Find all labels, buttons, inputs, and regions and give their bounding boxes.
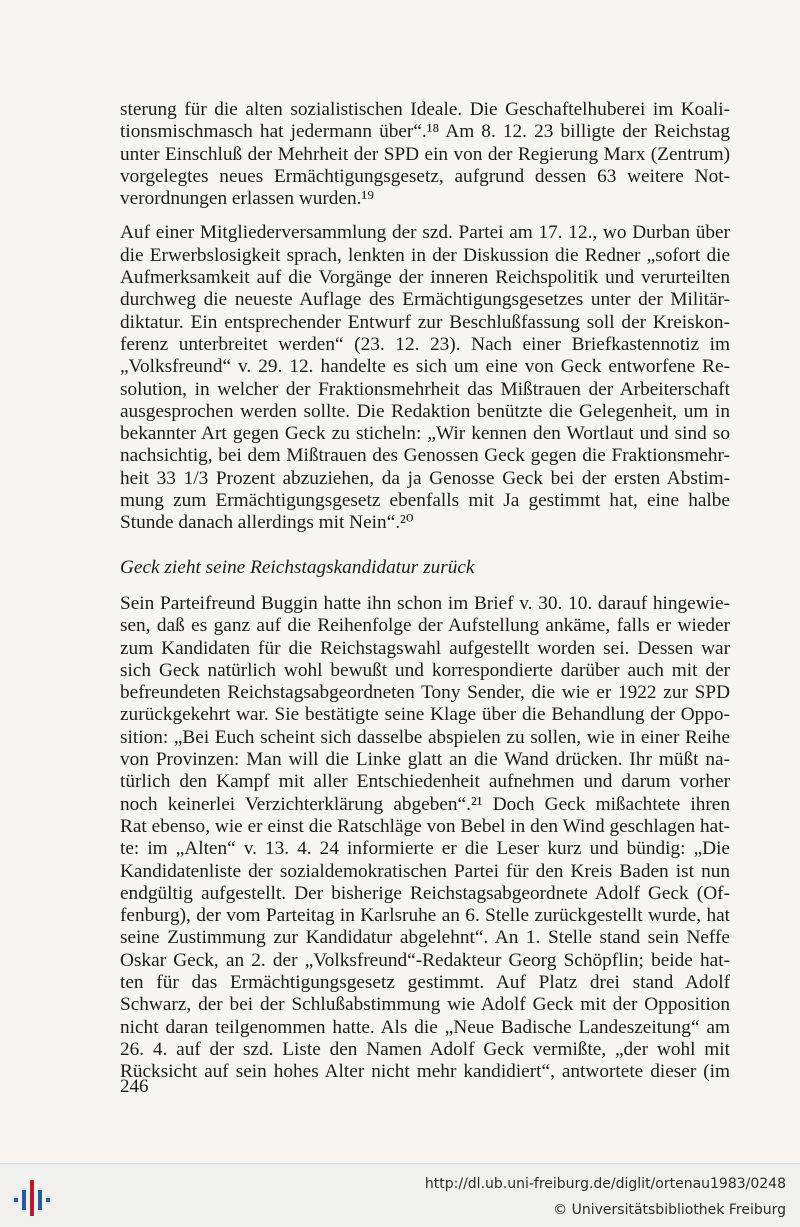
text-line: Stunde danach allerdings mit Nein“.²⁰ (120, 512, 414, 534)
text-line: Kandidatenliste der sozialdemokratischen Partei für den Kreis Baden ist nun (120, 860, 730, 882)
text-line: diktatur. Ein entsprechender Entwurf zur Beschlußfassung soll der Kreiskon- (120, 311, 730, 333)
text-line: ferenz unterbreitet werden“ (23. 12. 23). Nach einer Briefkastennotiz im (120, 333, 730, 355)
text-line: noch keinerlei Verzichterklärung abgeben“.²¹ Doch Geck mißachtete ihren (120, 793, 730, 815)
text-line: sich Geck natürlich wohl bewußt und korrespondierte darüber auch mit der (120, 659, 730, 681)
text-line: die Erwerbslosigkeit sprach, lenkten in der Diskussion die Redner „sofort die (120, 244, 730, 266)
text-line: durchweg die neueste Auflage des Ermächtigungsgesetzes unter der Militär- (120, 289, 730, 311)
text-line: zum Kandidaten für die Reichstagswahl aufgestellt worden sei. Dessen war (120, 637, 730, 659)
paragraph-1 (120, 99, 730, 210)
text-line: unter Einschluß der Mehrheit der SPD ein von der Regierung Marx (Zentrum) (120, 143, 730, 165)
text-line: Rat ebenso, wie er einst die Ratschläge von Bebel in den Wind geschlagen hat- (120, 815, 730, 837)
source-url-link[interactable]: http://dl.ub.uni-freiburg.de/diglit/ortenau1983/0248 (424, 1176, 786, 1192)
text-line: „Volksfreund“ v. 29. 12. handelte es sich um eine von Geck entworfene Re- (120, 356, 730, 378)
text-line: Auf einer Mitgliederversammlung der szd. Partei am 17. 12., wo Durban über (120, 222, 730, 244)
text-line: Sein Parteifreund Buggin hatte ihn schon im Brief v. 30. 10. darauf hingewie- (120, 592, 730, 614)
text-line: türlich den Kampf mit aller Entschiedenheit aufnehmen und darum vorher (120, 771, 730, 793)
text-line: sen, daß es ganz auf die Reihenfolge der Aufstellung ankäme, falls er wieder (120, 615, 730, 637)
copyright-notice: © Universitätsbibliothek Freiburg (553, 1202, 786, 1218)
text-line: nachsichtig, bei dem Mißtrauen des Genossen Geck gegen die Fraktionsmehr- (120, 445, 730, 467)
text-line: Aufmerksamkeit auf die Vorgänge der inneren Reichspolitik und verurteilten (120, 267, 730, 289)
text-line: Oskar Geck, an 2. der „Volksfreund“-Redakteur Georg Schöpflin; beide hat- (120, 949, 730, 971)
library-footer (0, 1163, 800, 1227)
text-line: te: im „Alten“ v. 13. 4. 24 informierte er die Leser kurz und bündig: „Die (120, 838, 730, 860)
paragraph-2 (120, 222, 730, 534)
text-line: endgültig aufgestellt. Der bisherige Reichstagsabgeordnete Adolf Geck (Of- (120, 882, 730, 904)
text-line: ten für das Ermächtigungsgesetz gestimmt. Auf Platz drei stand Adolf (120, 971, 730, 993)
text-line: fenburg), der vom Parteitag in Karlsruhe an 6. Stelle zurückgestellt wurde, hat (120, 905, 730, 927)
text-line: seine Zustimmung zur Kandidatur abgelehnt“. An 1. Stelle stand sein Neffe (120, 927, 730, 949)
text-line: sterung für die alten sozialistischen Ideale. Die Geschaftelhuberei im Koali- (120, 99, 730, 120)
page-number: 246 (120, 1076, 149, 1097)
text-line: verordnungen erlassen wurden.¹⁹ (120, 188, 374, 210)
text-line: ausgesprochen werden sollte. Die Redaktion benützte die Gelegenheit, um in (120, 400, 730, 422)
text-line: Schwarz, der bei der Schlußabstimmung wie Adolf Geck mit der Opposition (120, 994, 730, 1016)
text-line: zurückgekehrt war. Sie bestätigte seine Klage über die Behandlung der Oppo- (120, 704, 730, 726)
ub-freiburg-logo-icon (12, 1176, 52, 1220)
body-text (120, 99, 730, 1095)
text-line: sition: „Bei Euch scheint sich dasselbe abspielen zu sollen, wie in einer Reihe (120, 726, 730, 748)
text-line: vorgelegtes neues Ermächtigungsgesetz, aufgrund dessen 63 weitere Not- (120, 165, 730, 187)
section-heading: Geck zieht seine Reichstagskandidatur zurück (120, 556, 475, 578)
text-line: heit 33 1/3 Prozent abzuziehen, da ja Genosse Geck bei der ersten Abstim- (120, 467, 730, 489)
text-line: befreundeten Reichstagsabgeordneten Tony Sender, die wie er 1922 zur SPD (120, 682, 730, 704)
text-line: bekannter Art gegen Geck zu sticheln: „Wir kennen den Wortlaut und sind so (120, 423, 730, 445)
text-line: nicht daran teilgenommen hatte. Als die „Neue Badische Landeszeitung“ am (120, 1016, 730, 1038)
text-line: Rücksicht auf sein hohes Alter nicht mehr kandidiert“, antwortete dieser (im (120, 1061, 730, 1083)
text-line: mung zum Ermächtigungsgesetz ebenfalls mit Ja gestimmt hat, eine halbe (120, 490, 730, 512)
text-line: solution, in welcher der Fraktionsmehrheit das Mißtrauen der Arbeiterschaft (120, 378, 730, 400)
text-line: 26. 4. auf der szd. Liste den Namen Adolf Geck vermißte, „der wohl mit (120, 1038, 730, 1060)
text-line: von Provinzen: Man will die Linke glatt an die Wand drücken. Ihr müßt na- (120, 749, 730, 771)
text-line: tionsmischmasch hat jedermann über“.¹⁸ Am 8. 12. 23 billigte der Reichstag (120, 121, 730, 143)
paragraph-3 (120, 593, 730, 1084)
